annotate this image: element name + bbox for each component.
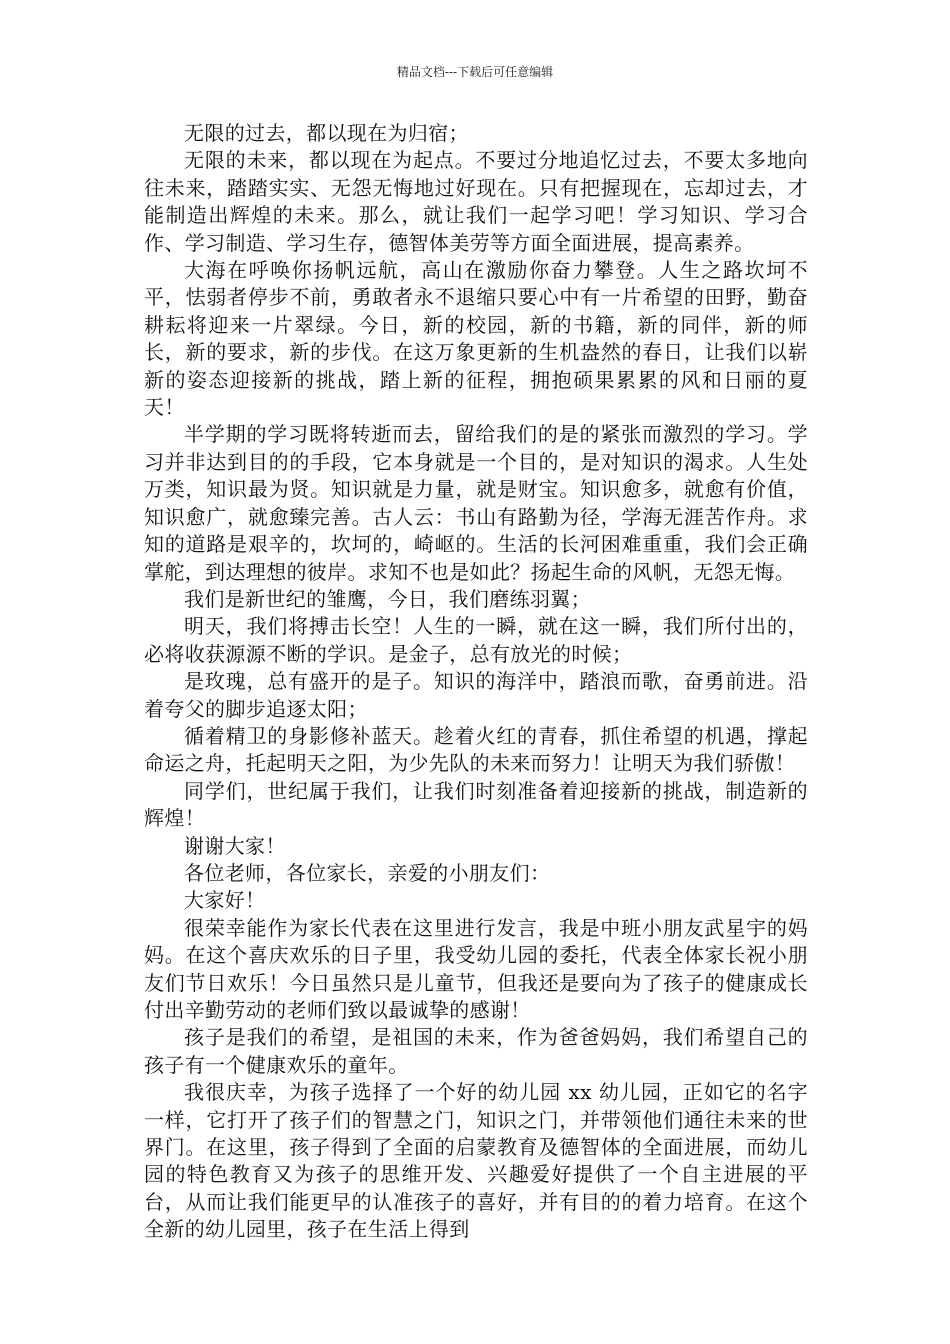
document-body — [144, 120, 808, 1244]
paragraph: 各位老师，各位家长，亲爱的小朋友们： — [184, 860, 551, 885]
paragraph: 无限的过去，都以现在为归宿； — [184, 121, 469, 145]
paragraph: 无限的未来，都以现在为起点。不要过分地追忆过去，不要太多地向往未来，踏踏实实、无怨无悔地过好现在。只有把握现在，忘却过去，才能制造出辉煌的未来。那么，就让我们一起学习吧！学习知识、学习合作、学习制造、学习生存，德智体美劳等方面全面进展，提高素养。 — [144, 148, 808, 255]
paragraph: 循着精卫的身影修补蓝天。趁着火红的青春，抓住希望的机遇，撑起命运之舟，托起明天之阳，为少先队的未来而努力！让明天为我们骄傲！ — [144, 723, 808, 776]
paragraph: 很荣幸能作为家长代表在这里进行发言，我是中班小朋友武星宇的妈妈。在这个喜庆欢乐的日子里，我受幼儿园的委托，代表全体家长祝小朋友们节日欢乐！今日虽然只是儿童节，但我还是要向为了孩子的健康成长付出辛勤劳动的老师们致以最诚挚的感谢！ — [144, 915, 808, 1022]
paragraph: 大家好！ — [184, 888, 266, 913]
paragraph: 孩子是我们的希望，是祖国的未来，作为爸爸妈妈，我们希望自己的孩子有一个健康欢乐的童年。 — [144, 1025, 808, 1077]
paragraph: 大海在呼唤你扬帆远航，高山在激励你奋力攀登。人生之路坎坷不平，怯弱者停步不前，勇敢者永不退缩只要心中有一片希望的田野，勤奋耕耘将迎来一片翠绿。今日，新的校园，新的书籍，新的同伴，新的师长，新的要求，新的步伐。在这万象更新的生机盎然的春日，让我们以崭新的姿态迎接新的挑战，踏上新的征程，拥抱硕果累累的风和日丽的夏天！ — [144, 258, 808, 420]
paragraph: 我们是新世纪的雏鹰，今日，我们磨练羽翼； — [184, 586, 591, 611]
paragraph: 半学期的学习既将转逝而去，留给我们的是的紧张而激烈的学习。学习并非达到目的的手段，它本身就是一个目的，是对知识的渴求。人生处万类，知识最为贤。知识就是力量，就是财宝。知识愈多，就愈有价值，知识愈广，就愈臻完善。古人云：书山有路勤为径，学海无涯苦作舟。求知的道路是艰辛的，坎坷的，崎岖的。生活的长河困难重重，我们会正确掌舵，到达理想的彼岸。求知不也是如此？扬起生命的风帆，无怨无悔。 — [144, 422, 808, 584]
paragraph: 我很庆幸，为孩子选择了一个好的幼儿园 xx 幼儿园，正如它的名字一样，它打开了孩子们的智慧之门，知识之门，并带领他们通往未来的世界门。在这里，孩子得到了全面的启蒙教育及德智体的全面进展，而幼儿园的特色教育又为孩子的思维开发、兴趣爱好提供了一个自主进展的平台，从而让我们能更早的认准孩子的喜好，并有目的的着力培育。在这个全新的幼儿园里，孩子在生活上得到 — [144, 1080, 808, 1242]
page-header: 精品文档---下载后可任意编辑 — [396, 65, 554, 79]
paragraph: 明天，我们将搏击长空！人生的一瞬，就在这一瞬，我们所付出的，必将收获源源不断的学识。是金子，总有放光的时候； — [144, 614, 808, 666]
paragraph: 谢谢大家！ — [184, 833, 286, 858]
paragraph: 同学们，世纪属于我们，让我们时刻准备着迎接新的挑战，制造新的辉煌！ — [144, 778, 808, 831]
paragraph: 是玫瑰，总有盛开的是子。知识的海洋中，踏浪而歌，奋勇前进。沿着夸父的脚步追逐太阳； — [144, 669, 808, 721]
